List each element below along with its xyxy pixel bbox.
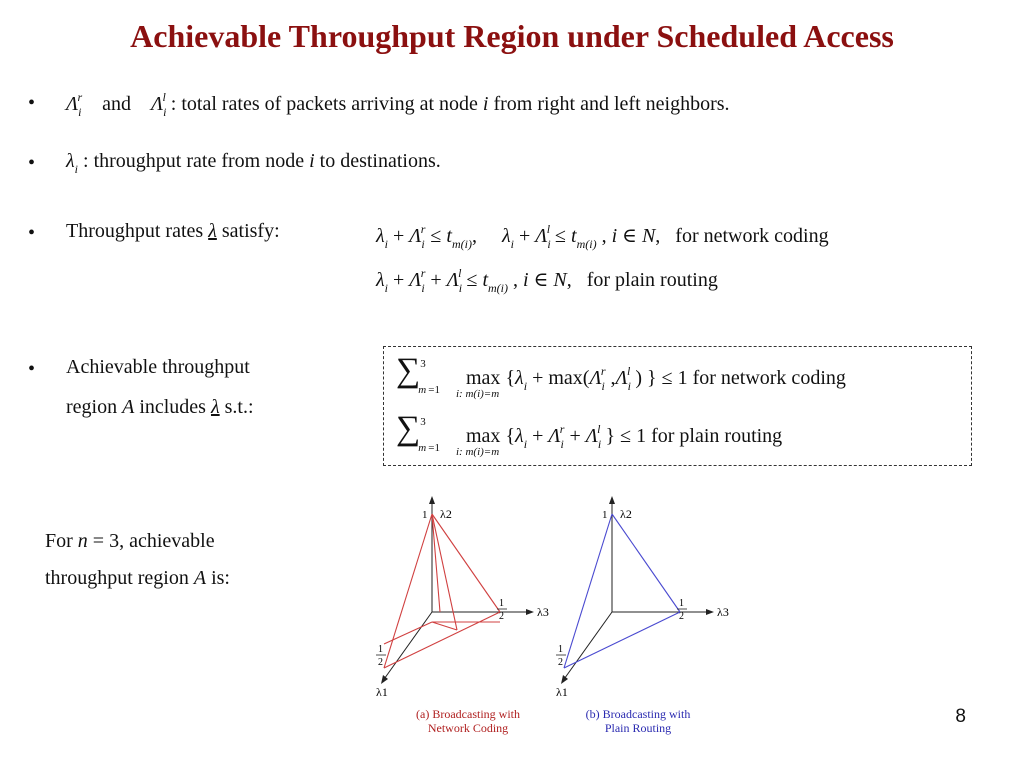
bullet-marker: • [28,92,36,114]
region-network-coding-expr: $\max \{\lambda_i + \max(\Lambda_i^r$ $,\Lambda_i^l$ ) } ≤ 1 for network coding [466,364,846,393]
bullet-achievable-region-line1: Achievable throughput [66,356,250,378]
axis-label-l3: λ3 [537,605,549,619]
figure-network-coding [360,492,560,702]
region-plain-routing-expr: $\max \{\lambda_i + \Lambda_i^r + \Lambda_i^l$ } ≤ 1 for plain routing [466,422,783,451]
tick-half-den: 2 [378,657,383,668]
constraint-plain-routing: $\lambda_i + \Lambda_i^r + \Lambda_i^l \le t_{m(i)}$ , i ∈ N, for plain routing [376,266,718,295]
axis-label-l3: λ3 [717,605,729,619]
slide-title: Achievable Throughput Region under Scheduled Access [130,18,894,54]
bullet-marker: • [28,152,36,174]
axis-label-l1: λ1 [376,685,388,699]
caption-network-coding: (a) Broadcasting with Network Coding [416,707,520,735]
region-intro-line2: throughput region A is: [45,567,230,589]
region-intro-line1: For n = 3, achievable [45,530,215,552]
tick-half-num: 1 [499,598,504,609]
tick-half-den: 2 [499,611,504,622]
region-network-coding: ∑ 3 m =1 [396,352,440,396]
axis-label-l2: λ2 [620,507,632,521]
pr-region-edges [564,514,680,668]
figure-plain-routing [540,492,740,702]
bullet-arrival-rates: $\Lambda_i^r$ and $\Lambda_i^l$ : total rates of packets arriving at node i from right and left neighbors. [66,90,730,119]
tick-half-num: 1 [378,644,383,655]
bullet-throughput-constraints: Throughput rates λ satisfy: [66,220,280,242]
tick-one: 1 [602,509,608,521]
axis-label-l2: λ2 [440,507,452,521]
max-subscript: i: m(i)=m [456,446,500,458]
region-plain-routing: ∑ 3 m =1 [396,410,440,454]
bullet-marker: • [28,358,36,380]
tick-half-den: 2 [558,657,563,668]
page-number: 8 [955,706,966,727]
tick-half-num: 1 [679,598,684,609]
nc-region-edges [384,514,500,668]
tick-half-den: 2 [679,611,684,622]
axis-label-l1: λ1 [556,685,568,699]
tick-one: 1 [422,509,428,521]
tick-half-num: 1 [558,644,563,655]
bullet-marker: • [28,222,36,244]
bullet-throughput-rate: $\lambda_i$ : throughput rate from node i to destinations. [66,150,441,176]
caption-plain-routing: (b) Broadcasting with Plain Routing [585,707,691,735]
max-subscript: i: m(i)=m [456,388,500,400]
bullet-achievable-region-line2: region A includes λ s.t.: [66,396,254,418]
constraint-network-coding: $\lambda_i + \Lambda_i^r \le t_{m(i)}$, $\lambda_i + \Lambda_i^l \le t_{m(i)}$ , i ∈ N, for network coding [376,222,829,251]
